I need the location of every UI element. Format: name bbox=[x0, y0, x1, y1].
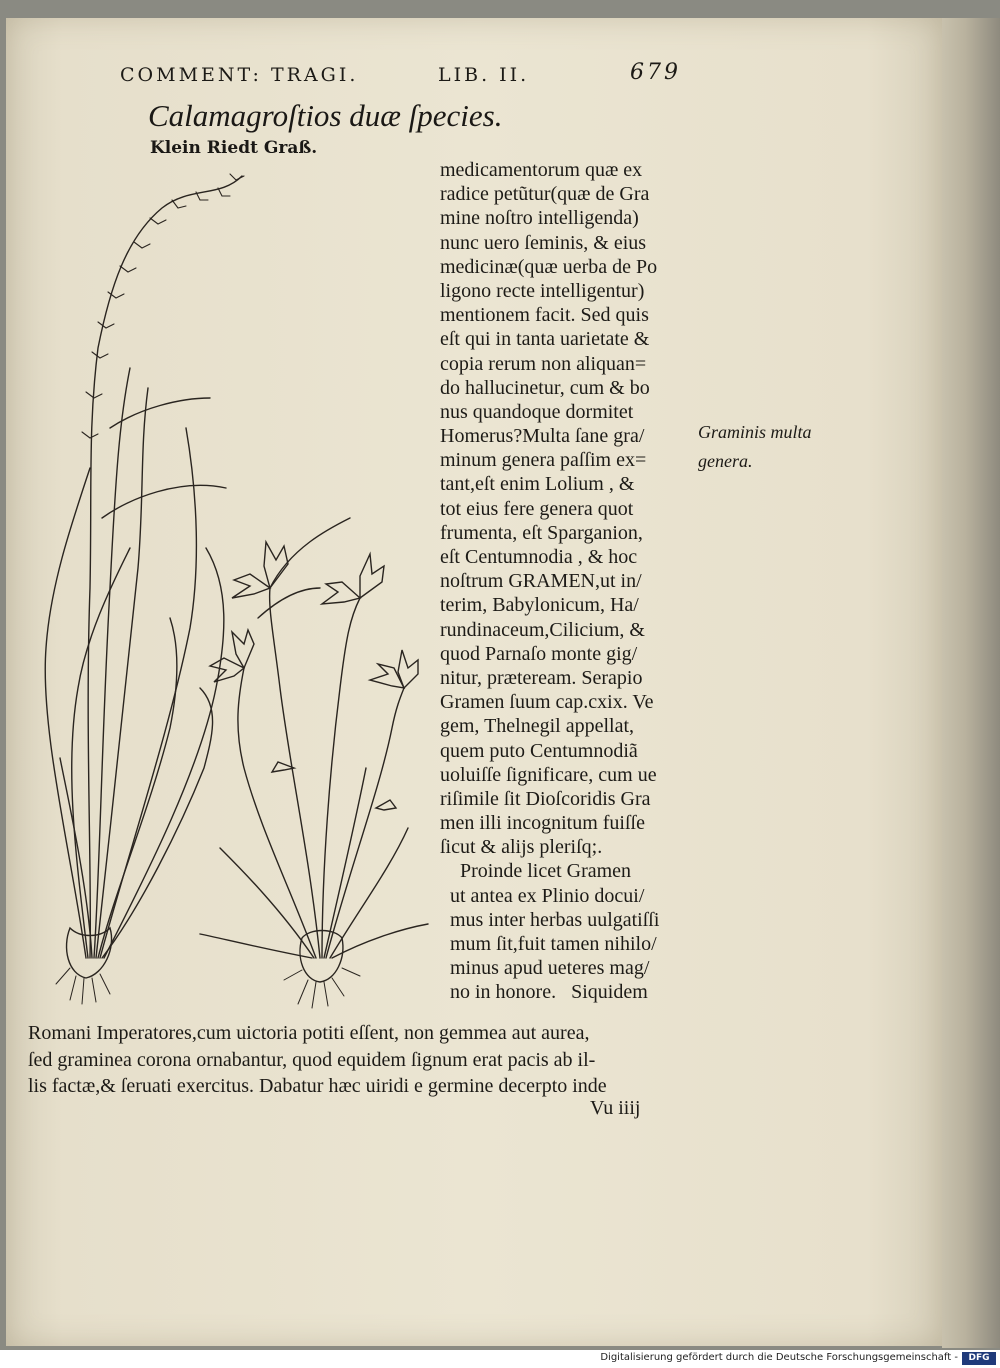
text-line: quod Parnaſo monte gig/ bbox=[440, 642, 638, 665]
text-line: noſtrum GRAMEN,ut in/ bbox=[440, 570, 642, 593]
text-line: terim, Babylonicum, Ha/ bbox=[440, 594, 639, 617]
main-text-column bbox=[440, 158, 700, 1005]
plate-subtitle: Klein Riedt Graß. bbox=[150, 138, 318, 158]
text-line: minum genera paſſim ex= bbox=[440, 449, 647, 472]
plant-woodcut-illustration bbox=[30, 168, 430, 1028]
text-line: nunc uero ſeminis, & eius bbox=[440, 231, 647, 254]
text-line: nus quandoque dormitet bbox=[440, 400, 634, 423]
signature-mark: Vu iiij bbox=[590, 1097, 641, 1119]
text-line: eſt qui in tanta uarietate & bbox=[440, 328, 650, 351]
text-line: mus inter herbas uulgatiſſi bbox=[440, 908, 660, 931]
text-line: nitur, præteream. Serapio bbox=[440, 666, 643, 689]
text-line: minus apud ueteres mag/ bbox=[440, 957, 650, 980]
margin-note bbox=[698, 418, 812, 476]
text-line: copia rerum non aliquan= bbox=[440, 352, 647, 375]
dfg-logo: DFG bbox=[962, 1352, 996, 1365]
full-width-text bbox=[28, 1020, 708, 1100]
text-line: gem, Thelnegil appellat, bbox=[440, 715, 635, 738]
margin-note-line: Graminis multa bbox=[698, 422, 812, 442]
text-line: Proinde licet Gramen bbox=[440, 860, 632, 883]
text-line: frumenta, eſt Sparganion, bbox=[440, 521, 643, 544]
running-head-left: COMMENT: TRAGI. bbox=[120, 64, 359, 86]
text-line: radice petũtur(quæ de Gra bbox=[440, 183, 650, 206]
text-line: no in honore. Siquidem bbox=[440, 981, 648, 1004]
text-line: ligono recte intelligentur) bbox=[440, 279, 645, 302]
text-line: tot eius fere genera quot bbox=[440, 497, 634, 520]
text-line: riſimile ſit Dioſcoridis Gra bbox=[440, 787, 651, 810]
text-line: Gramen ſuum cap.cxix. Ve bbox=[440, 691, 654, 714]
page-number: 679 bbox=[630, 60, 681, 85]
text-line: mine noſtro intelligenda) bbox=[440, 207, 639, 230]
text-line: eſt Centumnodia , & hoc bbox=[440, 546, 638, 568]
text-line: do hallucinetur, cum & bo bbox=[440, 376, 650, 399]
margin-note-line: genera. bbox=[698, 451, 753, 471]
text-line: Romani Imperatores,cum uictoria potiti eſſent, non gemmea aut aurea, bbox=[28, 1022, 590, 1044]
running-head bbox=[120, 60, 690, 96]
footer-bar bbox=[0, 1350, 1000, 1368]
plate-title: Calamagroſtios duæ ſpecies. bbox=[148, 98, 503, 133]
text-line: uoluiſſe ſignificare, cum ue bbox=[440, 763, 657, 786]
text-line: medicinæ(quæ uerba de Po bbox=[440, 255, 658, 278]
text-line: rundinaceum,Cilicium, & bbox=[440, 618, 645, 641]
footer-credit: Digitalisierung gefördert durch die Deutsche Forschungsgemeinschaft - bbox=[600, 1352, 958, 1363]
text-line: ſed graminea corona ornabantur, quod equidem ſignum erat pacis ab il- bbox=[28, 1048, 596, 1071]
text-line: lis factæ,& ſeruati exercitus. Dabatur hæc uiridi e germine decerpto inde bbox=[28, 1075, 607, 1097]
text-line: medicamentorum quæ ex bbox=[440, 159, 643, 181]
text-line: Homerus?Multa ſane gra/ bbox=[440, 425, 645, 448]
text-line: ut antea ex Plinio docui/ bbox=[440, 884, 645, 907]
text-line: mentionem facit. Sed quis bbox=[440, 304, 649, 327]
text-line: quem puto Centumnodiã bbox=[440, 739, 638, 762]
text-line: tant,eſt enim Lolium , & bbox=[440, 473, 635, 496]
running-head-book: LIB. II. bbox=[438, 64, 530, 86]
text-line: mum ſit,fuit tamen nihilo/ bbox=[440, 933, 657, 955]
text-line: ſicut & alijs pleriſq;. bbox=[440, 836, 603, 859]
page-edge bbox=[942, 18, 1000, 1348]
text-line: men illi incognitum fuiſſe bbox=[440, 812, 645, 835]
